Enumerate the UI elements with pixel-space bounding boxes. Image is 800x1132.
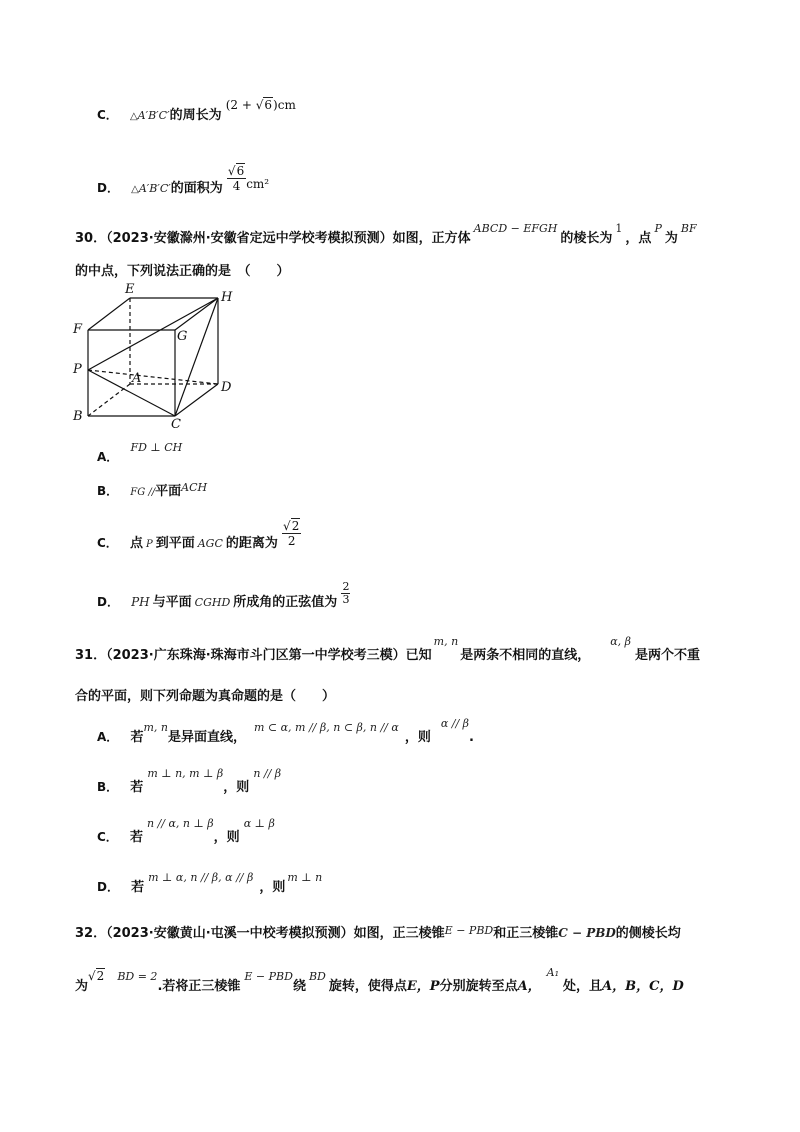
option-text: 是异面直线， <box>167 730 246 745</box>
q30-stem-line1 <box>75 222 697 246</box>
stem-text: 合的平面，则下列命题为真命题的是（ ） <box>75 689 336 704</box>
sine-fraction <box>341 581 350 606</box>
math: BD = 2 <box>117 970 158 983</box>
option-text: 的周长为 <box>169 108 222 123</box>
option-text: ，则 <box>213 830 240 845</box>
math: α ⊥ β <box>243 817 275 830</box>
unit: cm² <box>246 177 270 191</box>
area-fraction <box>227 164 246 193</box>
q31-option-d <box>97 871 323 895</box>
stem-text: 的棱长为 <box>560 231 613 246</box>
question-number: 32． <box>75 926 107 941</box>
stem-text: ，点 <box>625 231 652 246</box>
math: P <box>145 539 153 550</box>
denominator: 2 <box>287 534 296 548</box>
stem-text: 已知 <box>405 648 432 663</box>
q30-option-d <box>97 576 350 610</box>
option-text: . <box>469 730 474 745</box>
math: PH <box>131 595 150 609</box>
stem-text: 为 <box>75 979 89 994</box>
stem-text: 处，且 <box>563 979 603 994</box>
option-label: D． <box>97 181 119 195</box>
stem-text: A， <box>517 979 541 994</box>
q31-stem-line2 <box>75 685 335 704</box>
option-text: 到平面 <box>155 536 195 551</box>
stem-text: E，P <box>406 979 440 994</box>
question-source: （2023·安徽滁州·安徽省定远中学校考模拟预测） <box>106 231 393 246</box>
math: CGHD <box>194 596 231 609</box>
stem-text: 是两条不相同的直线， <box>460 648 591 663</box>
q30-option-b <box>97 480 207 499</box>
math: ABCD − EFGH <box>473 222 558 235</box>
label-h: H <box>221 290 233 305</box>
math: A₁ <box>546 966 560 979</box>
math: m ⊥ n, m ⊥ β <box>147 767 224 780</box>
stem-text: 分别旋转至点 <box>439 979 518 994</box>
stem-text: 旋转，使得点 <box>328 979 407 994</box>
label-d: D <box>221 380 232 395</box>
q30-option-c <box>97 507 301 551</box>
sqrt-expression: √2 <box>283 519 300 533</box>
math: AGC <box>197 537 223 550</box>
option-text: 所成角的正弦值为 <box>233 595 338 610</box>
math: n // β <box>253 767 282 780</box>
option-label: B． <box>97 484 119 498</box>
stem-text: 的中点，下列说法正确的是 （ ） <box>75 264 290 279</box>
sqrt-expression: √6 <box>255 98 273 112</box>
expr-pre: (2 + <box>225 98 256 112</box>
math: BD <box>308 970 326 983</box>
option-text: 与平面 <box>152 595 192 610</box>
q32-stem-line1 <box>75 922 681 941</box>
option-body <box>123 181 223 196</box>
math: m ⊥ n <box>287 871 323 884</box>
stem-text: 为 <box>664 231 678 246</box>
sqrt-value: 6 <box>264 98 273 112</box>
option-text: 若 <box>131 880 145 895</box>
math: m, n <box>143 721 168 734</box>
option-text: ，则 <box>404 730 431 745</box>
stem-text: 和正三棱锥 <box>493 926 559 941</box>
edge-ch <box>175 298 218 416</box>
math: C − PBD <box>558 926 616 940</box>
math: m ⊂ α, m // β, n ⊂ β, n // α <box>253 721 399 734</box>
edge-ph <box>88 298 218 370</box>
math: FD ⊥ CH <box>130 441 183 454</box>
math: E − PBD <box>444 924 494 937</box>
sqrt-value: 2 <box>96 969 105 983</box>
option-label: C． <box>97 830 118 844</box>
denominator: 3 <box>342 593 350 606</box>
option-text: ，则 <box>259 880 286 895</box>
option-text: ，则 <box>223 780 250 795</box>
label-g: G <box>177 329 188 344</box>
stem-text: 是两个不重 <box>634 648 700 663</box>
option-text: 若 <box>130 780 144 795</box>
math: ACH <box>181 481 208 494</box>
option-text: 的面积为 <box>170 181 223 196</box>
stem-text: A，B，C，D <box>602 979 684 994</box>
question-number: 30． <box>75 231 107 246</box>
math: A′B′C′ <box>137 109 170 122</box>
stem-text: .若将正三棱锥 <box>157 979 241 994</box>
label-e: E <box>125 283 135 297</box>
math: n // α, n ⊥ β <box>146 817 214 830</box>
q29-option-c <box>97 98 296 123</box>
question-source: （2023·安徽黄山·屯溪一中校考模拟预测） <box>106 926 354 941</box>
label-f: F <box>73 322 83 337</box>
edge-fe <box>88 298 130 330</box>
distance-fraction <box>282 519 301 548</box>
option-text: 若 <box>129 830 143 845</box>
option-text: 若 <box>130 730 144 745</box>
denominator: 4 <box>232 179 241 193</box>
question-number: 31． <box>75 648 107 663</box>
math: α, β <box>610 635 631 648</box>
stem-text: 的侧棱长均 <box>615 926 681 941</box>
sqrt-value: 2 <box>291 519 300 533</box>
stem-text: 如图，正方体 <box>392 231 471 246</box>
math: A′B′C′ <box>138 182 171 195</box>
math: E − PBD <box>244 970 293 983</box>
option-label: C． <box>97 108 118 122</box>
stem-text: 绕 <box>292 979 306 994</box>
math: 1 <box>615 222 623 235</box>
label-p: P <box>73 362 82 377</box>
sqrt-value: 6 <box>236 164 245 178</box>
option-label: D． <box>97 595 119 609</box>
unit: cm <box>277 98 296 112</box>
option-text: 平面 <box>155 484 182 499</box>
option-label: A． <box>97 730 119 744</box>
option-body <box>130 536 278 551</box>
sqrt-expression: √2 <box>88 969 105 983</box>
option-label: B． <box>97 780 119 794</box>
label-c: C <box>171 417 181 432</box>
expr-post: ) <box>273 98 278 112</box>
math: FG // <box>130 487 156 498</box>
numerator: 2 <box>342 580 350 593</box>
math: m ⊥ α, n // β, α // β <box>148 871 254 884</box>
q32-stem-line2 <box>75 966 684 994</box>
cube-figure <box>70 283 240 433</box>
option-label: A． <box>97 450 119 464</box>
triangle-symbol: △ <box>131 184 139 195</box>
q30-stem-line2 <box>75 260 290 279</box>
stem-text: 如图，正三棱锥 <box>353 926 445 941</box>
edge-pd-dashed <box>88 370 218 384</box>
option-label: C． <box>97 536 118 550</box>
math: P <box>654 222 662 235</box>
math: α // β <box>440 717 470 730</box>
math: BF <box>680 222 697 235</box>
math: m, n <box>433 635 459 648</box>
triangle-symbol: △ <box>129 111 138 122</box>
option-body <box>131 595 337 610</box>
sqrt-expression: √6 <box>227 164 245 178</box>
q29-option-d <box>97 150 270 196</box>
option-label: D． <box>97 880 119 894</box>
label-a: A <box>132 371 142 386</box>
question-source: （2023·广东珠海·珠海市斗门区第一中学校考三模） <box>106 648 406 663</box>
option-text: 点 <box>129 536 143 551</box>
perimeter-expression <box>226 98 296 112</box>
label-b: B <box>73 409 83 424</box>
option-text: 的距离为 <box>225 536 278 551</box>
